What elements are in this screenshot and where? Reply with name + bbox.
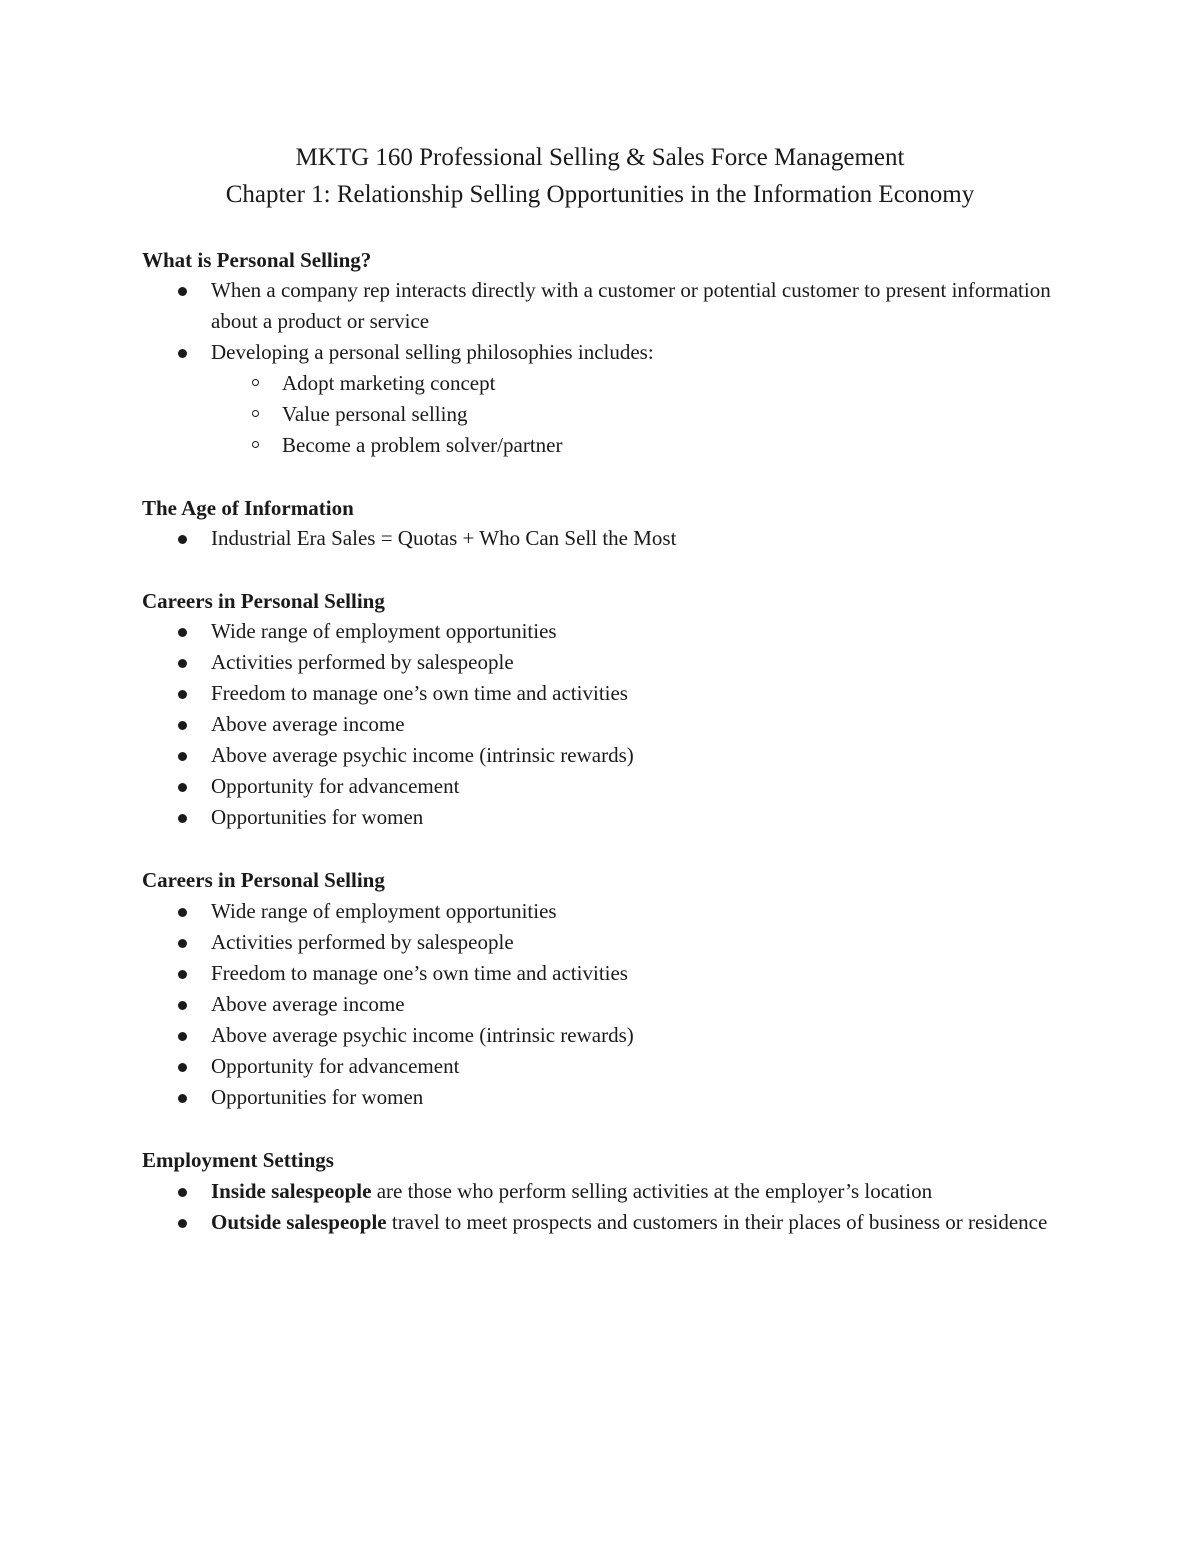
list-item: Opportunity for advancement	[0, 771, 1071, 802]
list-item: Outside salespeople travel to meet prospects and customers in their places of business or residence	[0, 1207, 1071, 1238]
bullet-icon	[178, 349, 187, 358]
bullet-icon	[178, 535, 187, 544]
list-item: Opportunities for women	[0, 1082, 1071, 1113]
list-item: Opportunities for women	[0, 802, 1071, 833]
section-heading-age-of-information: The Age of Information	[142, 496, 354, 520]
list-item: Inside salespeople are those who perform selling activities at the employer’s location	[0, 1176, 1071, 1207]
list-item: Wide range of employment opportunities	[0, 896, 1071, 927]
list-item: Activities performed by salespeople	[0, 927, 1071, 958]
bullet-icon	[178, 628, 187, 637]
list-item: Above average psychic income (intrinsic rewards)	[0, 740, 1071, 771]
section-heading-personal-selling: What is Personal Selling?	[142, 248, 372, 272]
bullet-icon	[178, 721, 187, 730]
bullet-icon	[178, 970, 187, 979]
careers-list	[0, 616, 1200, 833]
philosophy-sublist	[211, 368, 1071, 461]
list-item: Above average income	[0, 709, 1071, 740]
personal-selling-list	[0, 275, 1200, 461]
list-item: Developing a personal selling philosophies includes: Adopt marketing concept Value personal selling Become a problem solver/partner	[0, 337, 1071, 461]
section-heading-employment-settings: Employment Settings	[142, 1148, 334, 1172]
list-item: Above average psychic income (intrinsic rewards)	[0, 1020, 1071, 1051]
section-heading-careers: Careers in Personal Selling	[142, 589, 385, 613]
sub-list-item: Value personal selling	[0, 399, 931, 430]
bullet-icon	[178, 1063, 187, 1072]
bullet-icon	[178, 659, 187, 668]
hollow-bullet-icon	[252, 379, 259, 386]
bullet-icon	[178, 690, 187, 699]
hollow-bullet-icon	[252, 410, 259, 417]
employment-settings-list	[0, 1176, 1200, 1238]
list-item: Wide range of employment opportunities	[0, 616, 1071, 647]
bullet-icon	[178, 287, 187, 296]
bullet-icon	[178, 1001, 187, 1010]
list-item: Freedom to manage one’s own time and activities	[0, 678, 1071, 709]
sub-list-item: Adopt marketing concept	[0, 368, 931, 399]
bullet-icon	[178, 1032, 187, 1041]
age-of-information-list	[0, 523, 1200, 554]
careers-list-repeat	[0, 896, 1200, 1113]
section-heading-careers-repeat: Careers in Personal Selling	[142, 868, 385, 892]
bullet-icon	[178, 1219, 187, 1228]
bullet-icon	[178, 814, 187, 823]
bullet-icon	[178, 908, 187, 917]
list-item: Industrial Era Sales = Quotas + Who Can Sell the Most	[0, 523, 1071, 554]
list-item: Activities performed by salespeople	[0, 647, 1071, 678]
list-item: Above average income	[0, 989, 1071, 1020]
term-inside-salespeople: Inside salespeople	[211, 1179, 372, 1203]
chapter-title: Chapter 1: Relationship Selling Opportunities in the Information Economy	[225, 181, 975, 208]
bullet-icon	[178, 939, 187, 948]
list-item: Freedom to manage one’s own time and activities	[0, 958, 1071, 989]
sub-list-item: Become a problem solver/partner	[0, 430, 931, 461]
bullet-icon	[178, 1094, 187, 1103]
bullet-icon	[178, 783, 187, 792]
bullet-icon	[178, 1188, 187, 1197]
bullet-icon	[178, 752, 187, 761]
list-item: When a company rep interacts directly with a customer or potential customer to present information about a product or service	[0, 275, 1071, 337]
list-item: Opportunity for advancement	[0, 1051, 1071, 1082]
term-outside-salespeople: Outside salespeople	[211, 1210, 387, 1234]
course-title: MKTG 160 Professional Selling & Sales Force Management	[295, 144, 905, 171]
hollow-bullet-icon	[252, 441, 259, 448]
